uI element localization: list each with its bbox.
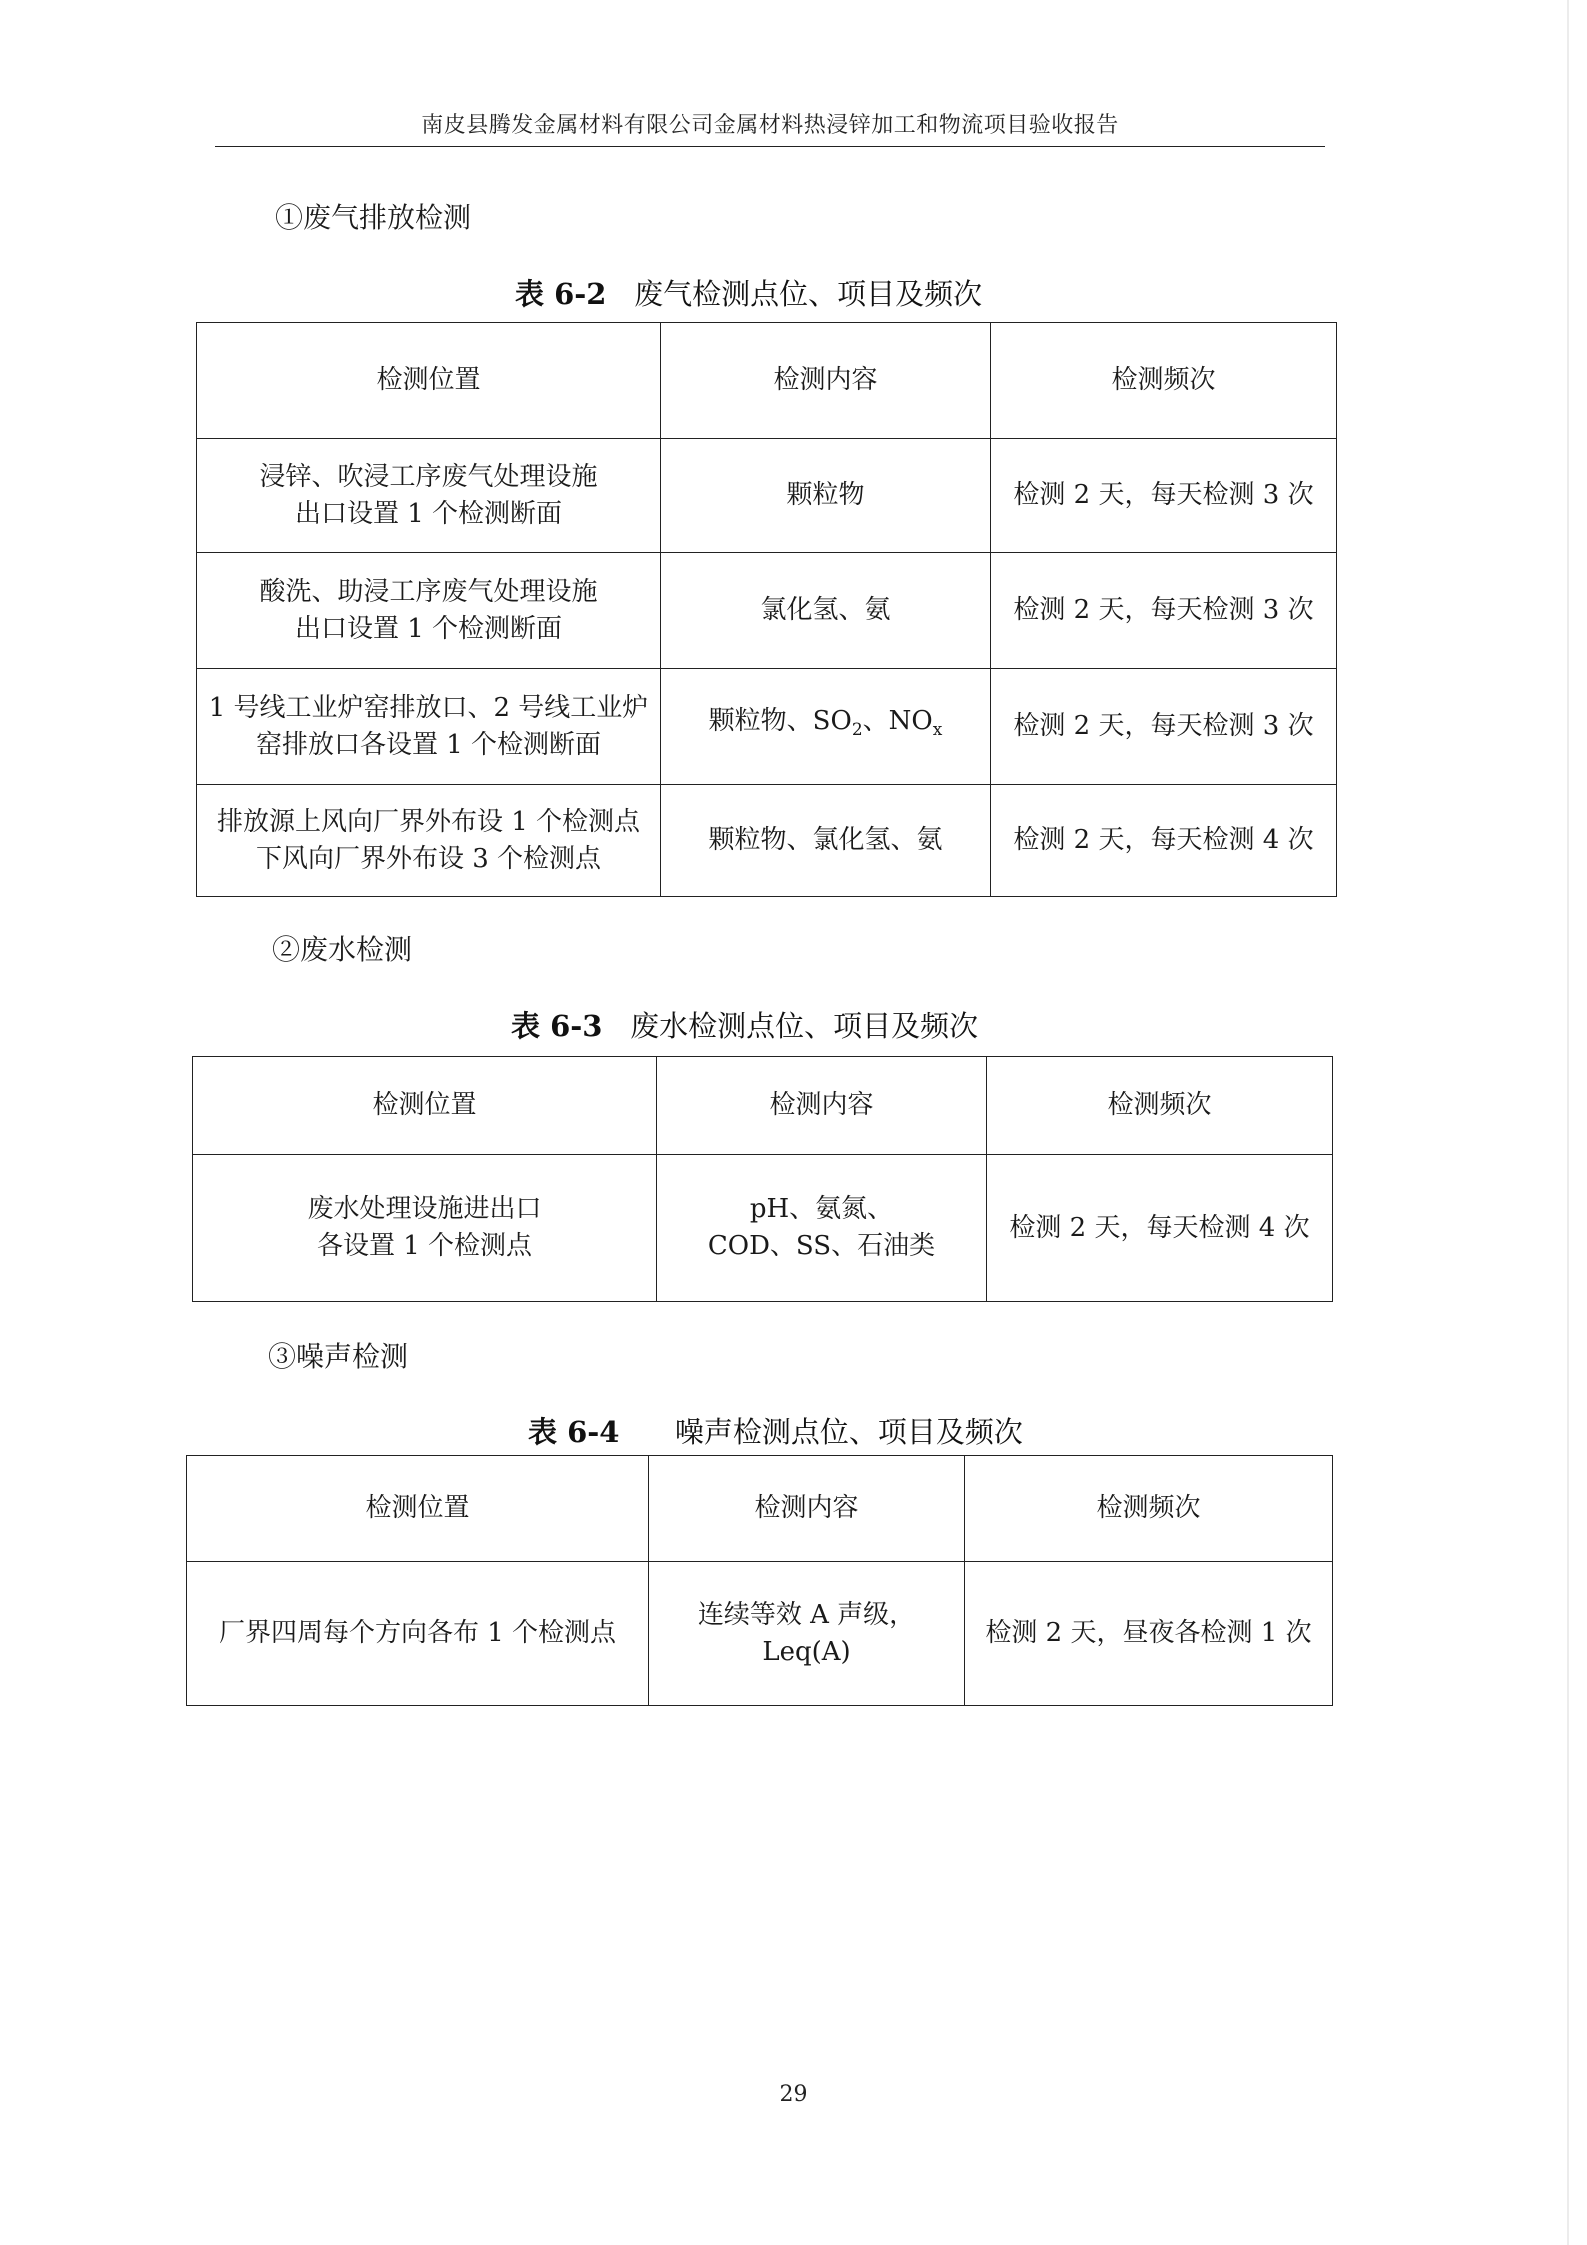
table-row — [197, 439, 1337, 553]
gas-monitoring-table — [196, 322, 1337, 897]
section-heading-noise: ③噪声检测 — [268, 1340, 409, 1373]
table-header-row — [197, 323, 1337, 439]
caption-title: 废水检测点位、项目及频次 — [630, 1009, 979, 1043]
table-row — [197, 553, 1337, 669]
table-caption-noise — [528, 1410, 1023, 1451]
header-location: 检测位置 — [193, 1057, 657, 1155]
table-row — [193, 1155, 1333, 1302]
wastewater-monitoring-table — [192, 1056, 1333, 1302]
cell-location: 厂界四周每个方向各布 1 个检测点 — [187, 1562, 649, 1706]
header-location: 检测位置 — [197, 323, 661, 439]
header-content: 检测内容 — [661, 323, 991, 439]
table-caption-water — [511, 1004, 978, 1045]
cell-content: 颗粒物、$SO_2$、$NO_x$ — [661, 669, 991, 785]
caption-title: 废气检测点位、项目及频次 — [634, 277, 983, 311]
cell-frequency: 检测 2 天，每天检测 3 次 — [991, 669, 1337, 785]
cell-frequency: 检测 2 天，每天检测 3 次 — [991, 553, 1337, 669]
header-location: 检测位置 — [187, 1456, 649, 1562]
page-header: 南皮县腾发金属材料有限公司金属材料热浸锌加工和物流项目验收报告 — [421, 113, 1119, 138]
cell-location: 酸洗、助浸工序废气处理设施 出口设置 1 个检测断面 — [197, 553, 661, 669]
caption-number: 表 6-2 — [515, 277, 607, 311]
page-number: 29 — [779, 2082, 808, 2107]
cell-content: 连续等效 A 声级， Leq(A) — [649, 1562, 965, 1706]
table-header-row — [193, 1057, 1333, 1155]
cell-frequency: 检测 2 天，昼夜各检测 1 次 — [965, 1562, 1333, 1706]
header-content: 检测内容 — [649, 1456, 965, 1562]
section-heading-water: ②废水检测 — [272, 933, 413, 966]
caption-number: 表 6-4 — [528, 1415, 620, 1449]
table-row — [187, 1562, 1333, 1706]
header-frequency: 检测频次 — [991, 323, 1337, 439]
caption-number: 表 6-3 — [511, 1009, 603, 1043]
cell-location: 1 号线工业炉窑排放口、2 号线工业炉 窑排放口各设置 1 个检测断面 — [197, 669, 661, 785]
header-frequency: 检测频次 — [987, 1057, 1333, 1155]
noise-monitoring-table — [186, 1455, 1333, 1706]
header-frequency: 检测频次 — [965, 1456, 1333, 1562]
cell-content: 颗粒物、氯化氢、氨 — [661, 785, 991, 897]
table-caption-gas — [515, 272, 982, 313]
cell-location: 废水处理设施进出口 各设置 1 个检测点 — [193, 1155, 657, 1302]
cell-location: 浸锌、吹浸工序废气处理设施 出口设置 1 个检测断面 — [197, 439, 661, 553]
section-heading-gas: ①废气排放检测 — [275, 201, 472, 234]
table-row — [197, 785, 1337, 897]
cell-frequency: 检测 2 天，每天检测 3 次 — [991, 439, 1337, 553]
cell-frequency: 检测 2 天，每天检测 4 次 — [987, 1155, 1333, 1302]
cell-content: pH、氨氮、 COD、SS、石油类 — [657, 1155, 987, 1302]
table-row — [197, 669, 1337, 785]
cell-location: 排放源上风向厂界外布设 1 个检测点 下风向厂界外布设 3 个检测点 — [197, 785, 661, 897]
cell-content: 氯化氢、氨 — [661, 553, 991, 669]
header-content: 检测内容 — [657, 1057, 987, 1155]
header-rule — [215, 146, 1325, 147]
cell-content: 颗粒物 — [661, 439, 991, 553]
caption-title: 噪声检测点位、项目及频次 — [674, 1415, 1023, 1449]
table-header-row — [187, 1456, 1333, 1562]
scan-margin-line — [1567, 0, 1569, 2245]
cell-frequency: 检测 2 天，每天检测 4 次 — [991, 785, 1337, 897]
